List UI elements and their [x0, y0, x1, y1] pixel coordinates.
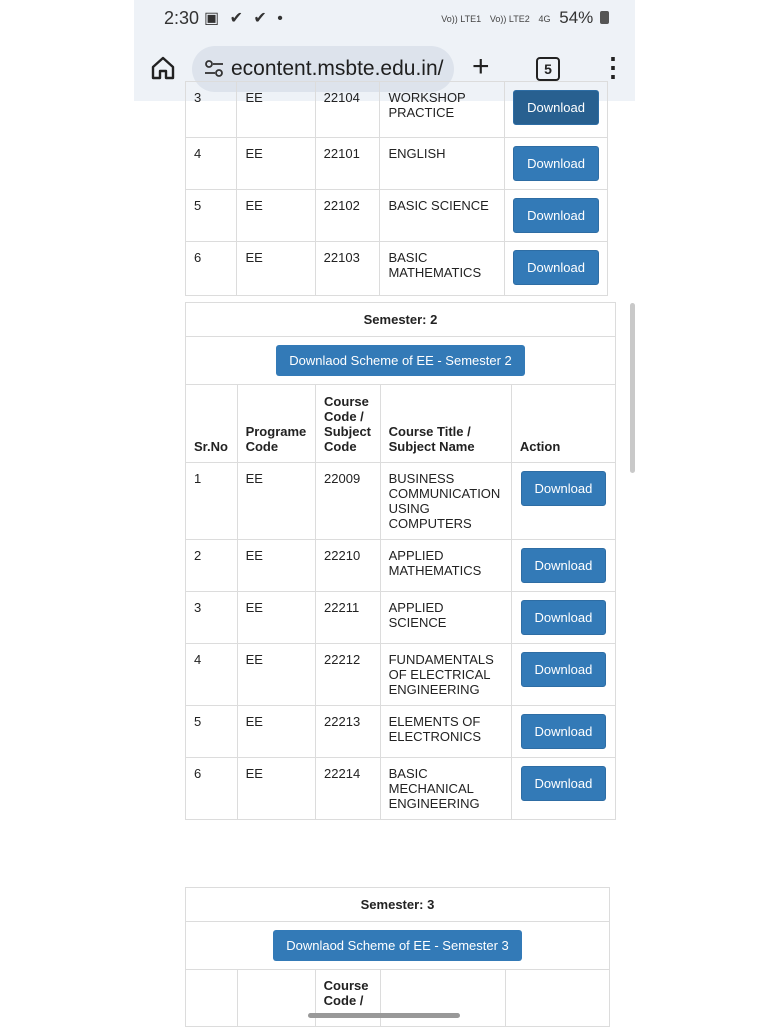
network-4g-icon: 4G	[538, 13, 551, 24]
header-course-title: Course Title / Subject Name	[380, 385, 511, 463]
cell-sr-no: 4	[186, 644, 238, 706]
network-lte1-icon: Vo)) LTE1	[441, 13, 482, 24]
table-row	[186, 758, 616, 820]
table-row	[186, 706, 616, 758]
cell-programe-code: EE	[237, 463, 315, 540]
cell-course-code: 22213	[316, 706, 381, 758]
cell-action	[505, 138, 608, 190]
page-content	[134, 90, 635, 1024]
cell-course-code: 22210	[316, 540, 381, 592]
cell-programe-code: EE	[237, 190, 315, 242]
table-row	[186, 190, 608, 242]
cell-programe-code: EE	[237, 540, 315, 592]
download-button[interactable]: Download	[521, 714, 607, 749]
header-course-code-sem3: Course Code /	[315, 970, 380, 1027]
cell-course-title: ENGLISH	[380, 138, 505, 190]
battery-level: 54%	[559, 8, 594, 27]
download-button[interactable]: Download	[513, 90, 599, 125]
site-settings-icon[interactable]	[204, 59, 224, 79]
cell-course-code: 22211	[316, 592, 381, 644]
cell-action	[511, 540, 615, 592]
cell-programe-code: EE	[237, 82, 315, 138]
phone-screen	[134, 0, 635, 1024]
header-course-code: Course Code / Subject Code	[316, 385, 381, 463]
cell-programe-code: EE	[237, 706, 315, 758]
cell-action	[511, 592, 615, 644]
cell-sr-no: 5	[186, 706, 238, 758]
cell-course-code: 22214	[316, 758, 381, 820]
cell-programe-code: EE	[237, 644, 315, 706]
cell-sr-no: 3	[186, 82, 237, 138]
cell-action	[505, 242, 608, 296]
table-row	[186, 138, 608, 190]
cell-sr-no: 4	[186, 138, 237, 190]
cell-course-code: 22101	[315, 138, 380, 190]
table-row	[186, 644, 616, 706]
semester-1-table	[185, 81, 608, 296]
cell-course-title: BUSINESS COMMUNICATION USING COMPUTERS	[380, 463, 511, 540]
cell-programe-code: EE	[237, 138, 315, 190]
download-button[interactable]: Download	[521, 471, 607, 506]
cell-course-code: 22102	[315, 190, 380, 242]
download-button[interactable]: Download	[521, 600, 607, 635]
cell-programe-code: EE	[237, 242, 315, 296]
download-button[interactable]: Download	[513, 250, 599, 285]
cell-sr-no: 1	[186, 463, 238, 540]
semester-2-table	[185, 302, 616, 820]
download-button[interactable]: Download	[521, 548, 607, 583]
cell-course-title: BASIC MECHANICAL ENGINEERING	[380, 758, 511, 820]
cell-action	[505, 82, 608, 138]
cell-action	[511, 644, 615, 706]
cell-course-code: 22103	[315, 242, 380, 296]
cell-action	[505, 190, 608, 242]
table-row	[186, 540, 616, 592]
header-action: Action	[511, 385, 615, 463]
header-programe-code: Programe Code	[237, 385, 315, 463]
cell-sr-no: 6	[186, 242, 237, 296]
gesture-bar	[308, 1013, 460, 1018]
cell-course-title: WORKSHOP PRACTICE	[380, 82, 505, 138]
table-row	[186, 592, 616, 644]
cell-sr-no: 6	[186, 758, 238, 820]
tab-switcher-icon[interactable]: 5	[536, 57, 560, 81]
download-scheme-sem2-button[interactable]: Downlaod Scheme of EE - Semester 2	[276, 345, 525, 376]
network-lte2-icon: Vo)) LTE2	[489, 13, 530, 24]
table-row	[186, 463, 616, 540]
semester-3-table	[185, 887, 610, 1027]
new-tab-icon[interactable]: +	[472, 50, 490, 83]
cell-course-title: BASIC SCIENCE	[380, 190, 505, 242]
cell-action	[511, 463, 615, 540]
table-row	[186, 82, 608, 138]
status-right	[441, 8, 609, 28]
cell-programe-code: EE	[237, 758, 315, 820]
cell-programe-code: EE	[237, 592, 315, 644]
cell-course-title: APPLIED SCIENCE	[380, 592, 511, 644]
battery-icon	[600, 11, 609, 24]
download-button[interactable]: Download	[513, 146, 599, 181]
semester-3-heading: Semester: 3	[186, 888, 610, 922]
cell-course-title: ELEMENTS OF ELECTRONICS	[380, 706, 511, 758]
cell-action	[511, 758, 615, 820]
cell-action	[511, 706, 615, 758]
semester-2-heading: Semester: 2	[186, 303, 616, 337]
status-time: 2:30	[164, 8, 200, 28]
cell-course-code: 22009	[316, 463, 381, 540]
download-scheme-sem3-button[interactable]: Downlaod Scheme of EE - Semester 3	[273, 930, 522, 961]
download-button[interactable]: Download	[521, 766, 607, 801]
cell-course-code: 22212	[316, 644, 381, 706]
header-sr-no: Sr.No	[186, 385, 238, 463]
scrollbar[interactable]	[630, 303, 635, 473]
cell-course-title: APPLIED MATHEMATICS	[380, 540, 511, 592]
cell-sr-no: 5	[186, 190, 237, 242]
cell-course-title: FUNDAMENTALS OF ELECTRICAL ENGINEERING	[380, 644, 511, 706]
url-text: econtent.msbte.edu.in/	[231, 57, 444, 80]
status-bar	[134, 0, 635, 38]
table-row	[186, 242, 608, 296]
cell-sr-no: 2	[186, 540, 238, 592]
cell-sr-no: 3	[186, 592, 238, 644]
download-button[interactable]: Download	[521, 652, 607, 687]
menu-icon[interactable]: ⋮	[600, 52, 626, 82]
cell-course-code: 22104	[315, 82, 380, 138]
home-icon[interactable]	[149, 54, 177, 82]
download-button[interactable]: Download	[513, 198, 599, 233]
notification-icons: ▣ ✔ ✔ •	[204, 10, 286, 27]
cell-course-title: BASIC MATHEMATICS	[380, 242, 505, 296]
